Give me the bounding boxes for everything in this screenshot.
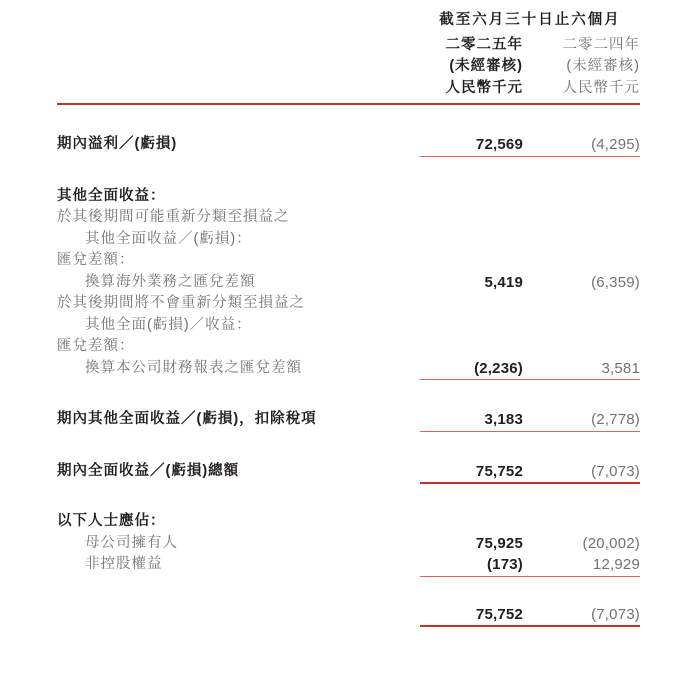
col-2024-unit: 人民幣千元 — [562, 79, 640, 96]
financial-statement — [57, 10, 640, 627]
row-will-not-be-reclassified-note — [57, 293, 640, 315]
table-header — [57, 10, 640, 105]
row-other-comprehensive-income-header — [57, 186, 640, 208]
value-2025: 5,419 — [484, 273, 523, 291]
value-2024: (20,002) — [582, 534, 640, 552]
value-2025: 72,569 — [475, 136, 523, 153]
col-2025-audited: (未經審核) — [449, 58, 523, 74]
row-values — [420, 554, 640, 577]
row-label: 以下人士應佔： — [57, 513, 166, 529]
period-header: 截至六月三十日止六個月 — [439, 12, 621, 28]
row-label: 於其後期間可能重新分類至損益之 — [57, 209, 290, 225]
row-label: 換算海外業務之匯兌差額 — [85, 273, 256, 290]
row-owners-of-parent — [57, 533, 640, 555]
row-label: 換算本公司財務報表之匯兌差額 — [85, 359, 302, 376]
row-oci-loss-income-sub — [57, 315, 640, 337]
row-label: 於其後期間將不會重新分類至損益之 — [57, 295, 305, 311]
row-non-controlling-interests — [57, 554, 640, 577]
value-2025: (2,236) — [474, 359, 523, 377]
value-2024: (7,073) — [591, 605, 640, 623]
value-2024: (2,778) — [591, 411, 640, 428]
col-2024-year: 二零二四年 — [562, 36, 640, 53]
value-2025: 75,752 — [475, 605, 523, 623]
row-attributable-to-header — [57, 511, 640, 533]
value-2025: (173) — [486, 556, 523, 573]
value-2024: (7,073) — [591, 462, 640, 480]
value-2024: (6,359) — [591, 273, 640, 291]
row-exchange-diff-foreign-operations — [57, 272, 640, 294]
row-label: 期內全面收益／(虧損)總額 — [57, 462, 240, 479]
col-2025-unit: 人民幣千元 — [445, 79, 523, 96]
row-values — [420, 533, 640, 555]
value-2025: 75,925 — [475, 534, 523, 552]
row-grand-total — [57, 604, 640, 628]
row-exchange-differences-header-2 — [57, 336, 640, 358]
value-2024: 12,929 — [592, 556, 640, 573]
row-label: 匯兌差額： — [57, 252, 135, 268]
value-2025: 75,752 — [475, 462, 523, 480]
row-may-be-reclassified-note — [57, 207, 640, 229]
row-label: 其他全面(虧損)／收益： — [85, 316, 252, 333]
value-2024: 3,581 — [601, 359, 640, 377]
row-label: 其他全面收益／(虧損)： — [85, 230, 252, 247]
row-profit-loss-period — [57, 134, 640, 157]
row-exchange-differences-header-1 — [57, 250, 640, 272]
row-label: 其他全面收益： — [57, 187, 166, 204]
value-2024: (4,295) — [591, 136, 640, 153]
col-2025-year: 二零二五年 — [445, 36, 523, 53]
row-label: 期內其他全面收益／(虧損)，扣除稅項 — [57, 411, 317, 427]
row-oci-profit-loss-sub — [57, 229, 640, 251]
row-label: 期內溢利／(虧損) — [57, 136, 178, 152]
row-oci-net-of-tax — [57, 409, 640, 432]
col-2024-audited: (未經審核) — [566, 58, 640, 74]
row-values — [420, 604, 640, 628]
row-values — [420, 358, 640, 381]
row-values — [420, 461, 640, 485]
row-label: 匯兌差額： — [57, 338, 135, 354]
row-label: 非控股權益 — [85, 556, 163, 572]
row-exchange-diff-company-statements — [57, 358, 640, 381]
row-values — [420, 409, 640, 432]
row-values — [420, 134, 640, 157]
value-2025: 3,183 — [484, 411, 523, 428]
row-values — [420, 272, 640, 294]
row-label: 母公司擁有人 — [85, 534, 178, 551]
row-total-comprehensive-income — [57, 461, 640, 485]
